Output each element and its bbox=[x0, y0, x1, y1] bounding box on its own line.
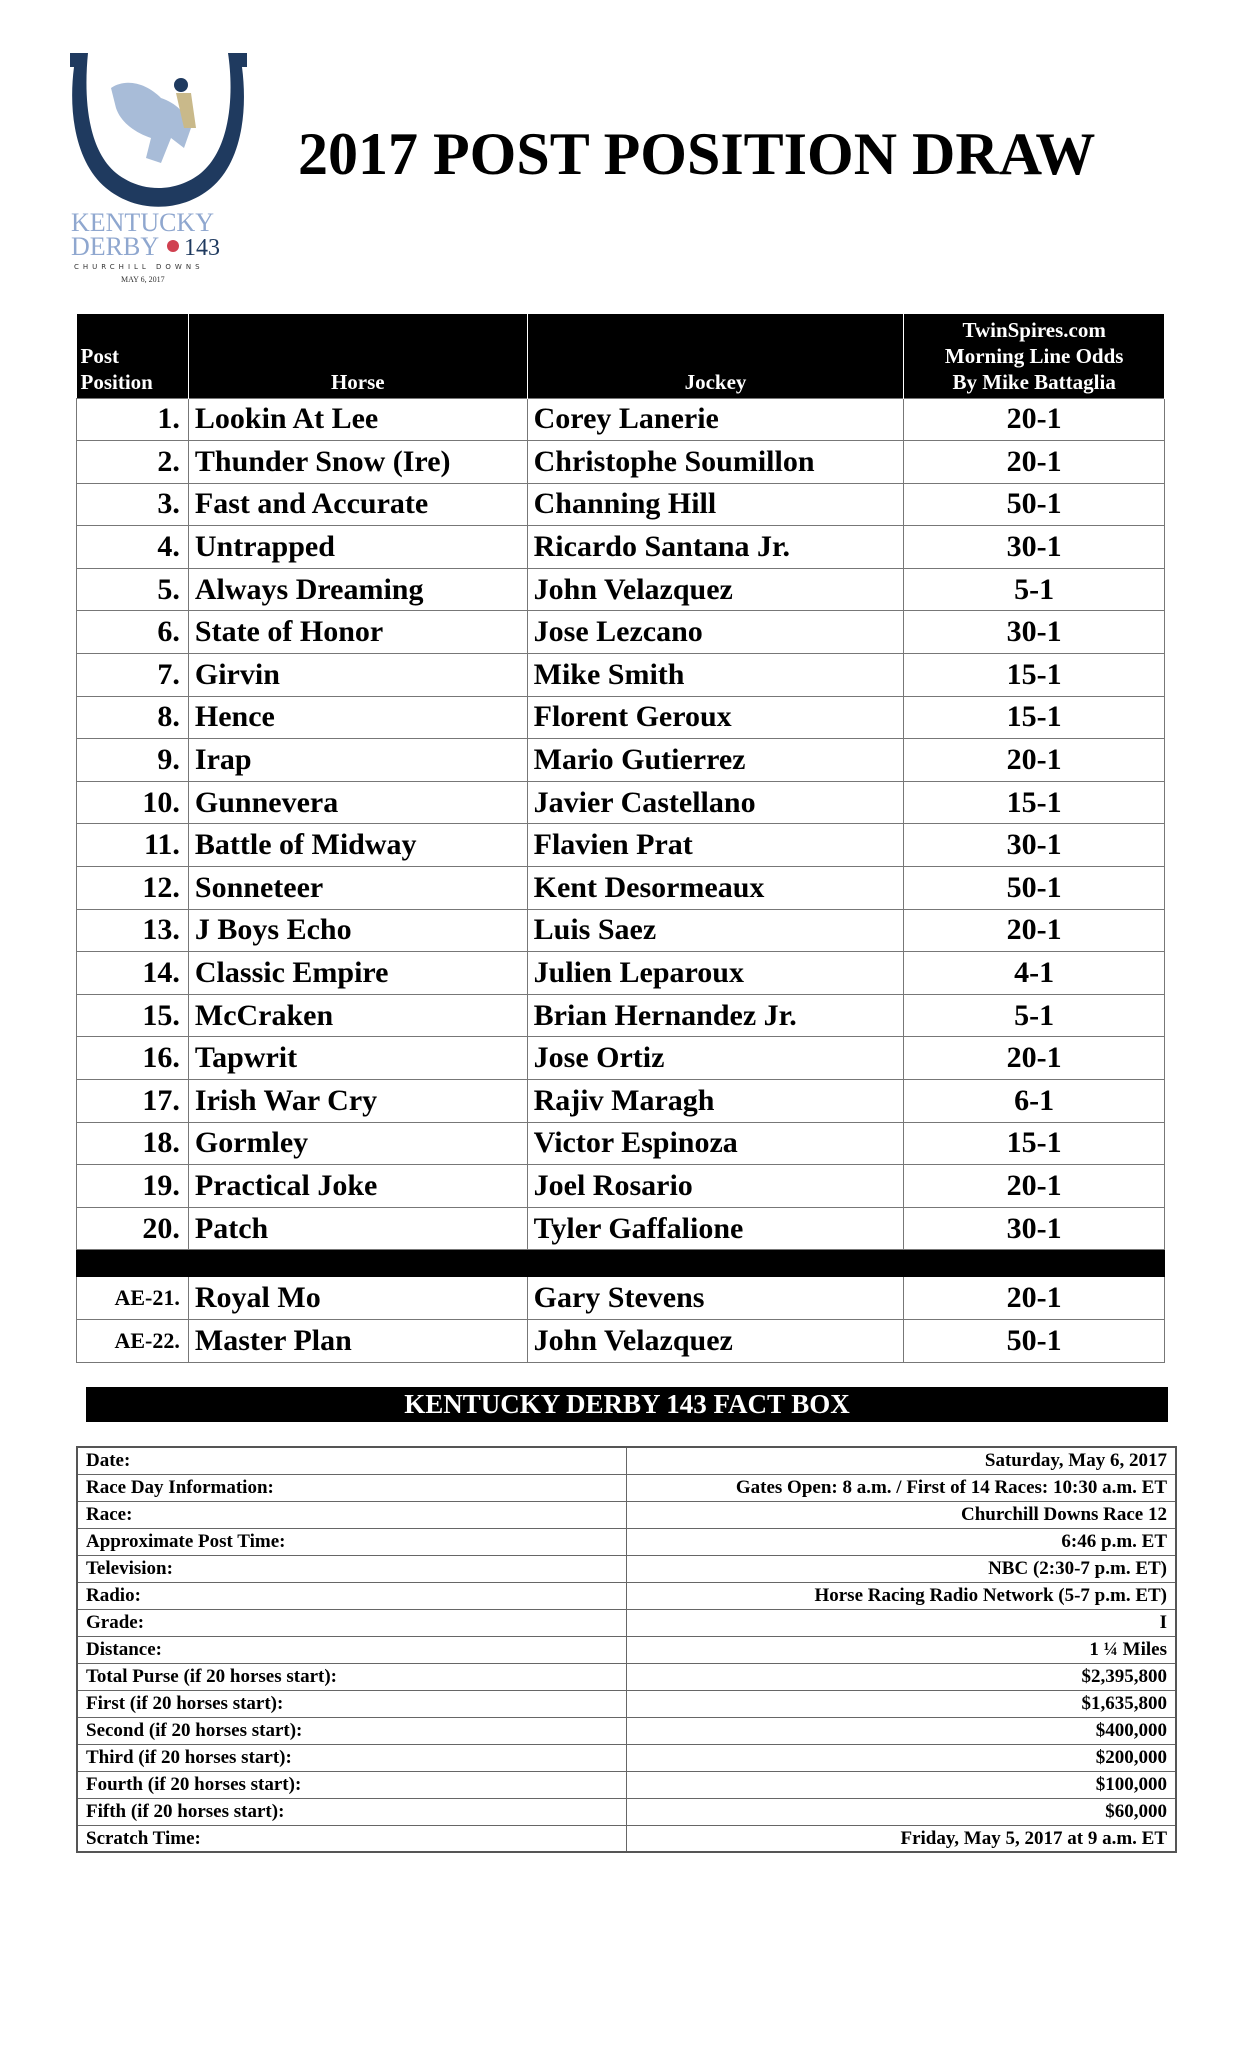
post-position: 9. bbox=[77, 739, 189, 782]
header-jockey: Jockey bbox=[527, 314, 904, 398]
header-odds-l2: Morning Line Odds bbox=[944, 343, 1124, 368]
jockey-name: Ricardo Santana Jr. bbox=[527, 526, 904, 569]
jockey-name: Brian Hernandez Jr. bbox=[527, 994, 904, 1037]
fact-row bbox=[77, 1474, 1176, 1501]
fact-row bbox=[77, 1744, 1176, 1771]
morning-line-odds: 4-1 bbox=[904, 952, 1165, 995]
morning-line-odds: 20-1 bbox=[904, 441, 1165, 484]
table-row bbox=[77, 696, 1165, 739]
table-row bbox=[77, 739, 1165, 782]
table-row bbox=[77, 654, 1165, 697]
morning-line-odds: 15-1 bbox=[904, 696, 1165, 739]
table-row bbox=[77, 441, 1165, 484]
horse-name: State of Honor bbox=[188, 611, 527, 654]
fact-value: $200,000 bbox=[627, 1744, 1176, 1771]
logo-text: KENTUCKY bbox=[71, 208, 214, 237]
jockey-name: Julien Leparoux bbox=[527, 952, 904, 995]
horse-name: J Boys Echo bbox=[188, 909, 527, 952]
fact-label: Total Purse (if 20 horses start): bbox=[77, 1663, 627, 1690]
morning-line-odds: 50-1 bbox=[904, 1319, 1165, 1362]
fact-label: Radio: bbox=[77, 1582, 627, 1609]
table-row bbox=[77, 526, 1165, 569]
post-position: 14. bbox=[77, 952, 189, 995]
fact-value: 1 ¼ Miles bbox=[627, 1636, 1176, 1663]
fact-row bbox=[77, 1717, 1176, 1744]
svg-text:MAY 6, 2017: MAY 6, 2017 bbox=[121, 275, 165, 284]
post-position: 18. bbox=[77, 1122, 189, 1165]
table-row bbox=[77, 1207, 1165, 1250]
fact-row bbox=[77, 1825, 1176, 1852]
jockey-name: Flavien Prat bbox=[527, 824, 904, 867]
separator-row bbox=[77, 1250, 1165, 1277]
post-position: 4. bbox=[77, 526, 189, 569]
horse-name: Hence bbox=[188, 696, 527, 739]
jockey-name: Victor Espinoza bbox=[527, 1122, 904, 1165]
morning-line-odds: 30-1 bbox=[904, 1207, 1165, 1250]
svg-text:DERBY: DERBY bbox=[71, 232, 160, 261]
table-row bbox=[77, 1037, 1165, 1080]
fact-value: I bbox=[627, 1609, 1176, 1636]
horse-name: Girvin bbox=[188, 654, 527, 697]
morning-line-odds: 20-1 bbox=[904, 1277, 1165, 1320]
morning-line-odds: 30-1 bbox=[904, 824, 1165, 867]
morning-line-odds: 20-1 bbox=[904, 398, 1165, 441]
fact-value: Churchill Downs Race 12 bbox=[627, 1501, 1176, 1528]
svg-text:143: 143 bbox=[184, 235, 220, 261]
fact-row bbox=[77, 1609, 1176, 1636]
fact-value: $400,000 bbox=[627, 1717, 1176, 1744]
fact-value: $60,000 bbox=[627, 1798, 1176, 1825]
morning-line-odds: 15-1 bbox=[904, 654, 1165, 697]
header-odds-l3: By Mike Battaglia bbox=[952, 369, 1116, 394]
morning-line-odds: 30-1 bbox=[904, 611, 1165, 654]
fact-label: Fifth (if 20 horses start): bbox=[77, 1798, 627, 1825]
horse-name: Thunder Snow (Ire) bbox=[188, 441, 527, 484]
fact-value: Saturday, May 6, 2017 bbox=[627, 1447, 1176, 1474]
header-post: Post bbox=[80, 343, 119, 368]
jockey-name: Tyler Gaffalione bbox=[527, 1207, 904, 1250]
fact-label: Race: bbox=[77, 1501, 627, 1528]
jockey-name: Gary Stevens bbox=[527, 1277, 904, 1320]
jockey-name: Javier Castellano bbox=[527, 781, 904, 824]
table-row bbox=[77, 611, 1165, 654]
fact-label: Scratch Time: bbox=[77, 1825, 627, 1852]
horse-name: Irap bbox=[188, 739, 527, 782]
jockey-name: John Velazquez bbox=[527, 568, 904, 611]
morning-line-odds: 20-1 bbox=[904, 1165, 1165, 1208]
post-position: 6. bbox=[77, 611, 189, 654]
fact-label: Race Day Information: bbox=[77, 1474, 627, 1501]
svg-text:CHURCHILL DOWNS: CHURCHILL DOWNS bbox=[74, 263, 204, 271]
morning-line-odds: 30-1 bbox=[904, 526, 1165, 569]
jockey-name: Luis Saez bbox=[527, 909, 904, 952]
morning-line-odds: 20-1 bbox=[904, 739, 1165, 782]
jockey-name: Jose Lezcano bbox=[527, 611, 904, 654]
fact-value: NBC (2:30-7 p.m. ET) bbox=[627, 1555, 1176, 1582]
jockey-name: Joel Rosario bbox=[527, 1165, 904, 1208]
post-position: 2. bbox=[77, 441, 189, 484]
post-position: 12. bbox=[77, 867, 189, 910]
morning-line-odds: 50-1 bbox=[904, 483, 1165, 526]
header-horse: Horse bbox=[188, 314, 527, 398]
horse-name: Untrapped bbox=[188, 526, 527, 569]
table-row bbox=[77, 568, 1165, 611]
post-position: 16. bbox=[77, 1037, 189, 1080]
post-position: 5. bbox=[77, 568, 189, 611]
fact-label: Grade: bbox=[77, 1609, 627, 1636]
horse-name: Always Dreaming bbox=[188, 568, 527, 611]
horse-name: Lookin At Lee bbox=[188, 398, 527, 441]
fact-row bbox=[77, 1447, 1176, 1474]
morning-line-odds: 6-1 bbox=[904, 1080, 1165, 1123]
fact-box-title: KENTUCKY DERBY 143 FACT BOX bbox=[86, 1387, 1168, 1422]
fact-label: Date: bbox=[77, 1447, 627, 1474]
table-row bbox=[77, 1080, 1165, 1123]
fact-row bbox=[77, 1663, 1176, 1690]
morning-line-odds: 20-1 bbox=[904, 909, 1165, 952]
horse-name: Gormley bbox=[188, 1122, 527, 1165]
morning-line-odds: 20-1 bbox=[904, 1037, 1165, 1080]
fact-value: $1,635,800 bbox=[627, 1690, 1176, 1717]
fact-row bbox=[77, 1771, 1176, 1798]
jockey-name: Kent Desormeaux bbox=[527, 867, 904, 910]
horse-name: Irish War Cry bbox=[188, 1080, 527, 1123]
fact-value: Gates Open: 8 a.m. / First of 14 Races: 10:30 a.m. ET bbox=[627, 1474, 1176, 1501]
post-position: 20. bbox=[77, 1207, 189, 1250]
table-row bbox=[77, 1165, 1165, 1208]
fact-value: $100,000 bbox=[627, 1771, 1176, 1798]
jockey-name: Mike Smith bbox=[527, 654, 904, 697]
post-position: 8. bbox=[77, 696, 189, 739]
post-position: AE-22. bbox=[77, 1319, 189, 1362]
fact-row bbox=[77, 1636, 1176, 1663]
morning-line-odds: 15-1 bbox=[904, 1122, 1165, 1165]
page-title: 2017 POST POSITION DRAW bbox=[298, 121, 1096, 187]
jockey-name: Mario Gutierrez bbox=[527, 739, 904, 782]
fact-label: Second (if 20 horses start): bbox=[77, 1717, 627, 1744]
jockey-name: Channing Hill bbox=[527, 483, 904, 526]
kentucky-derby-logo bbox=[66, 53, 261, 285]
morning-line-odds: 5-1 bbox=[904, 994, 1165, 1037]
table-row bbox=[77, 781, 1165, 824]
table-row bbox=[77, 909, 1165, 952]
fact-label: Third (if 20 horses start): bbox=[77, 1744, 627, 1771]
post-position: 13. bbox=[77, 909, 189, 952]
post-position: 15. bbox=[77, 994, 189, 1037]
fact-value: $2,395,800 bbox=[627, 1663, 1176, 1690]
fact-value: Horse Racing Radio Network (5-7 p.m. ET) bbox=[627, 1582, 1176, 1609]
horse-name: Sonneteer bbox=[188, 867, 527, 910]
jockey-name: Christophe Soumillon bbox=[527, 441, 904, 484]
post-position: 3. bbox=[77, 483, 189, 526]
fact-label: Television: bbox=[77, 1555, 627, 1582]
fact-row bbox=[77, 1798, 1176, 1825]
horse-name: Master Plan bbox=[188, 1319, 527, 1362]
fact-box-table bbox=[76, 1446, 1177, 1853]
jockey-name: Rajiv Maragh bbox=[527, 1080, 904, 1123]
jockey-name: Corey Lanerie bbox=[527, 398, 904, 441]
table-row bbox=[77, 1122, 1165, 1165]
table-row bbox=[77, 1277, 1165, 1320]
horse-name: Patch bbox=[188, 1207, 527, 1250]
table-row bbox=[77, 1319, 1165, 1362]
table-row bbox=[77, 994, 1165, 1037]
horse-name: Fast and Accurate bbox=[188, 483, 527, 526]
table-row bbox=[77, 952, 1165, 995]
fact-value: 6:46 p.m. ET bbox=[627, 1528, 1176, 1555]
fact-label: First (if 20 horses start): bbox=[77, 1690, 627, 1717]
table-row bbox=[77, 398, 1165, 441]
jockey-name: Florent Geroux bbox=[527, 696, 904, 739]
header-position: Position bbox=[80, 369, 153, 394]
post-position-table bbox=[76, 314, 1165, 1363]
morning-line-odds: 15-1 bbox=[904, 781, 1165, 824]
post-position: 19. bbox=[77, 1165, 189, 1208]
fact-label: Fourth (if 20 horses start): bbox=[77, 1771, 627, 1798]
fact-row bbox=[77, 1528, 1176, 1555]
table-row bbox=[77, 483, 1165, 526]
post-position: 11. bbox=[77, 824, 189, 867]
jockey-name: John Velazquez bbox=[527, 1319, 904, 1362]
post-position: 10. bbox=[77, 781, 189, 824]
header-odds-l1: TwinSpires.com bbox=[962, 317, 1106, 342]
post-position: 1. bbox=[77, 398, 189, 441]
horse-name: Gunnevera bbox=[188, 781, 527, 824]
fact-row bbox=[77, 1501, 1176, 1528]
post-position: 17. bbox=[77, 1080, 189, 1123]
fact-label: Distance: bbox=[77, 1636, 627, 1663]
fact-row bbox=[77, 1582, 1176, 1609]
post-position: AE-21. bbox=[77, 1277, 189, 1320]
horse-name: Practical Joke bbox=[188, 1165, 527, 1208]
fact-label: Approximate Post Time: bbox=[77, 1528, 627, 1555]
horse-name: Tapwrit bbox=[188, 1037, 527, 1080]
horse-name: Royal Mo bbox=[188, 1277, 527, 1320]
morning-line-odds: 50-1 bbox=[904, 867, 1165, 910]
fact-row bbox=[77, 1690, 1176, 1717]
fact-row bbox=[77, 1555, 1176, 1582]
fact-value: Friday, May 5, 2017 at 9 a.m. ET bbox=[627, 1825, 1176, 1852]
horse-name: Battle of Midway bbox=[188, 824, 527, 867]
horse-name: Classic Empire bbox=[188, 952, 527, 995]
horse-name: McCraken bbox=[188, 994, 527, 1037]
jockey-name: Jose Ortiz bbox=[527, 1037, 904, 1080]
table-row bbox=[77, 824, 1165, 867]
table-row bbox=[77, 867, 1165, 910]
morning-line-odds: 5-1 bbox=[904, 568, 1165, 611]
post-position: 7. bbox=[77, 654, 189, 697]
